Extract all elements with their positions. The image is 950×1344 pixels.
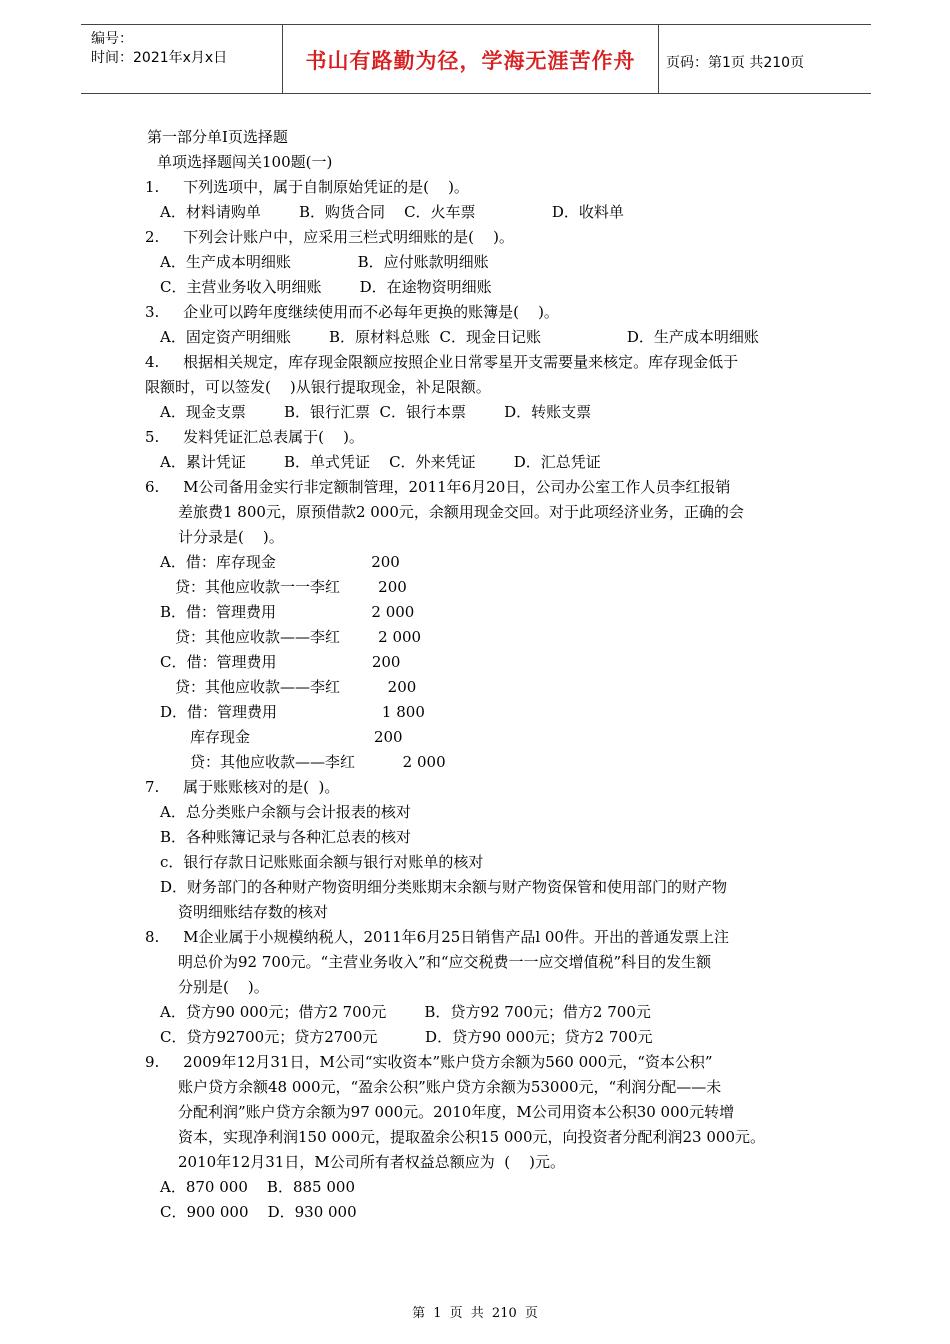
option-6b-credit: 贷：其他应收款——李红 2 000	[175, 628, 422, 646]
option-7d-line2: 资明细账结存数的核对	[178, 903, 329, 921]
motto-text: 书山有路勤为径，学海无涯苦作舟	[305, 49, 636, 73]
options-2a: A．生产成本明细账 B．应付账款明细账	[160, 253, 489, 271]
options-5: A．累计凭证 B．单式凭证 C．外来凭证 D．汇总凭证	[160, 453, 601, 471]
options-9a: A．870 000 B．885 000	[160, 1178, 355, 1196]
options-8b: C．贷方92700元；贷方2700元 D．贷方90 000元；贷方2 700元	[160, 1028, 653, 1046]
page-header	[81, 24, 871, 94]
question-9-line5: 2010年12月31日，M公司所有者权益总额应为 ( )元。	[178, 1153, 566, 1171]
question-3: 3. 企业可以跨年度继续使用而不必每年更换的账簿是( )。	[145, 303, 559, 321]
option-6d-debit2: 库存现金 200	[190, 728, 403, 746]
subsection-title: 单项选择题闯关100题(一)	[157, 153, 333, 171]
question-8-line3: 分别是( )。	[178, 978, 269, 996]
option-7a: A．总分类账户余额与会计报表的核对	[160, 803, 411, 821]
option-7b: B．各种账簿记录与各种汇总表的核对	[160, 828, 412, 846]
question-8-line1: 8. M企业属于小规模纳税人，2011年6月25日销售产品l 00件。开出的普通发票上注	[145, 928, 729, 946]
option-7d-line1: D．财务部门的各种财产物资明细分类账期末余额与财产物资保管和使用部门的财产物	[160, 878, 728, 896]
options-4: A．现金支票 B．银行汇票 C．银行本票 D．转账支票	[160, 403, 592, 421]
option-6c-debit: C．借：管理费用 200	[160, 653, 401, 671]
question-4-line1: 4. 根据相关规定，库存现金限额应按照企业日常零星开支需要量来核定。库存现金低于	[145, 353, 739, 371]
option-7c: c．银行存款日记账账面余额与银行对账单的核对	[160, 853, 484, 871]
header-motto-cell	[282, 25, 659, 93]
question-9-line3: 分配利润”账户贷方余额为97 000元。2010年度，M公司用资本公积30 000元转增	[178, 1103, 735, 1121]
options-2b: C．主营业务收入明细账 D．在途物资明细账	[160, 278, 492, 296]
option-6d-debit: D．借：管理费用 1 800	[160, 703, 425, 721]
section-title: 第一部分单I页选择题	[147, 128, 288, 146]
page-info: 页码：第1页 共210页	[666, 55, 805, 71]
options-3: A．固定资产明细账 B．原材料总账 C．现金日记账 D．生产成本明细账	[160, 328, 759, 346]
time-label: 时间：2021年x月x日	[91, 50, 228, 66]
option-6a-debit: A．借：库存现金 200	[160, 553, 400, 571]
options-1: A．材料请购单 B．购货合同 C．火车票 D．收料单	[160, 203, 624, 221]
question-9-line2: 账户贷方余额48 000元，“盈余公积”账户贷方余额为53000元，“利润分配——未	[178, 1078, 722, 1096]
header-page-cell	[658, 25, 871, 93]
option-6c-credit: 贷：其他应收款——李红 200	[175, 678, 417, 696]
question-6-line3: 计分录是( )。	[178, 528, 284, 546]
option-6b-debit: B．借：管理费用 2 000	[160, 603, 415, 621]
number-label: 编号：	[91, 31, 133, 47]
question-2: 2. 下列会计账户中，应采用三栏式明细账的是( )。	[145, 228, 514, 246]
page-footer: 第 1 页 共 210 页	[412, 1306, 538, 1321]
option-6a-credit: 贷：其他应收款一一李红 200	[175, 578, 407, 596]
question-9-line4: 资本，实现净利润150 000元，提取盈余公积15 000元，向投资者分配利润23 000元。	[178, 1128, 766, 1146]
options-9b: C．900 000 D．930 000	[160, 1203, 357, 1221]
header-meta-cell	[81, 25, 281, 93]
question-8-line2: 明总价为92 700元。“主营业务收入”和“应交税费一一应交增值税”科目的发生额	[178, 953, 712, 971]
option-6d-credit: 贷：其他应收款——李红 2 000	[190, 753, 446, 771]
question-9-line1: 9. 2009年12月31日，M公司“实收资本”账户贷方余额为560 000元，“资本公积”	[145, 1053, 713, 1071]
question-6-line2: 差旅费1 800元，原预借款2 000元，余额用现金交回。对于此项经济业务，正确的会	[178, 503, 744, 521]
question-5: 5. 发料凭证汇总表属于( )。	[145, 428, 364, 446]
question-4-line2: 限额时，可以签发( )从银行提取现金，补足限额。	[145, 378, 491, 396]
question-1: 1. 下列选项中，属于自制原始凭证的是( )。	[145, 178, 469, 196]
question-7: 7. 属于账账核对的是( )。	[145, 778, 340, 796]
options-8a: A．贷方90 000元；借方2 700元 B．贷方92 700元；借方2 700元	[160, 1003, 651, 1021]
question-6-line1: 6. M公司备用金实行非定额制管理，2011年6月20日，公司办公室工作人员李红报销	[145, 478, 731, 496]
